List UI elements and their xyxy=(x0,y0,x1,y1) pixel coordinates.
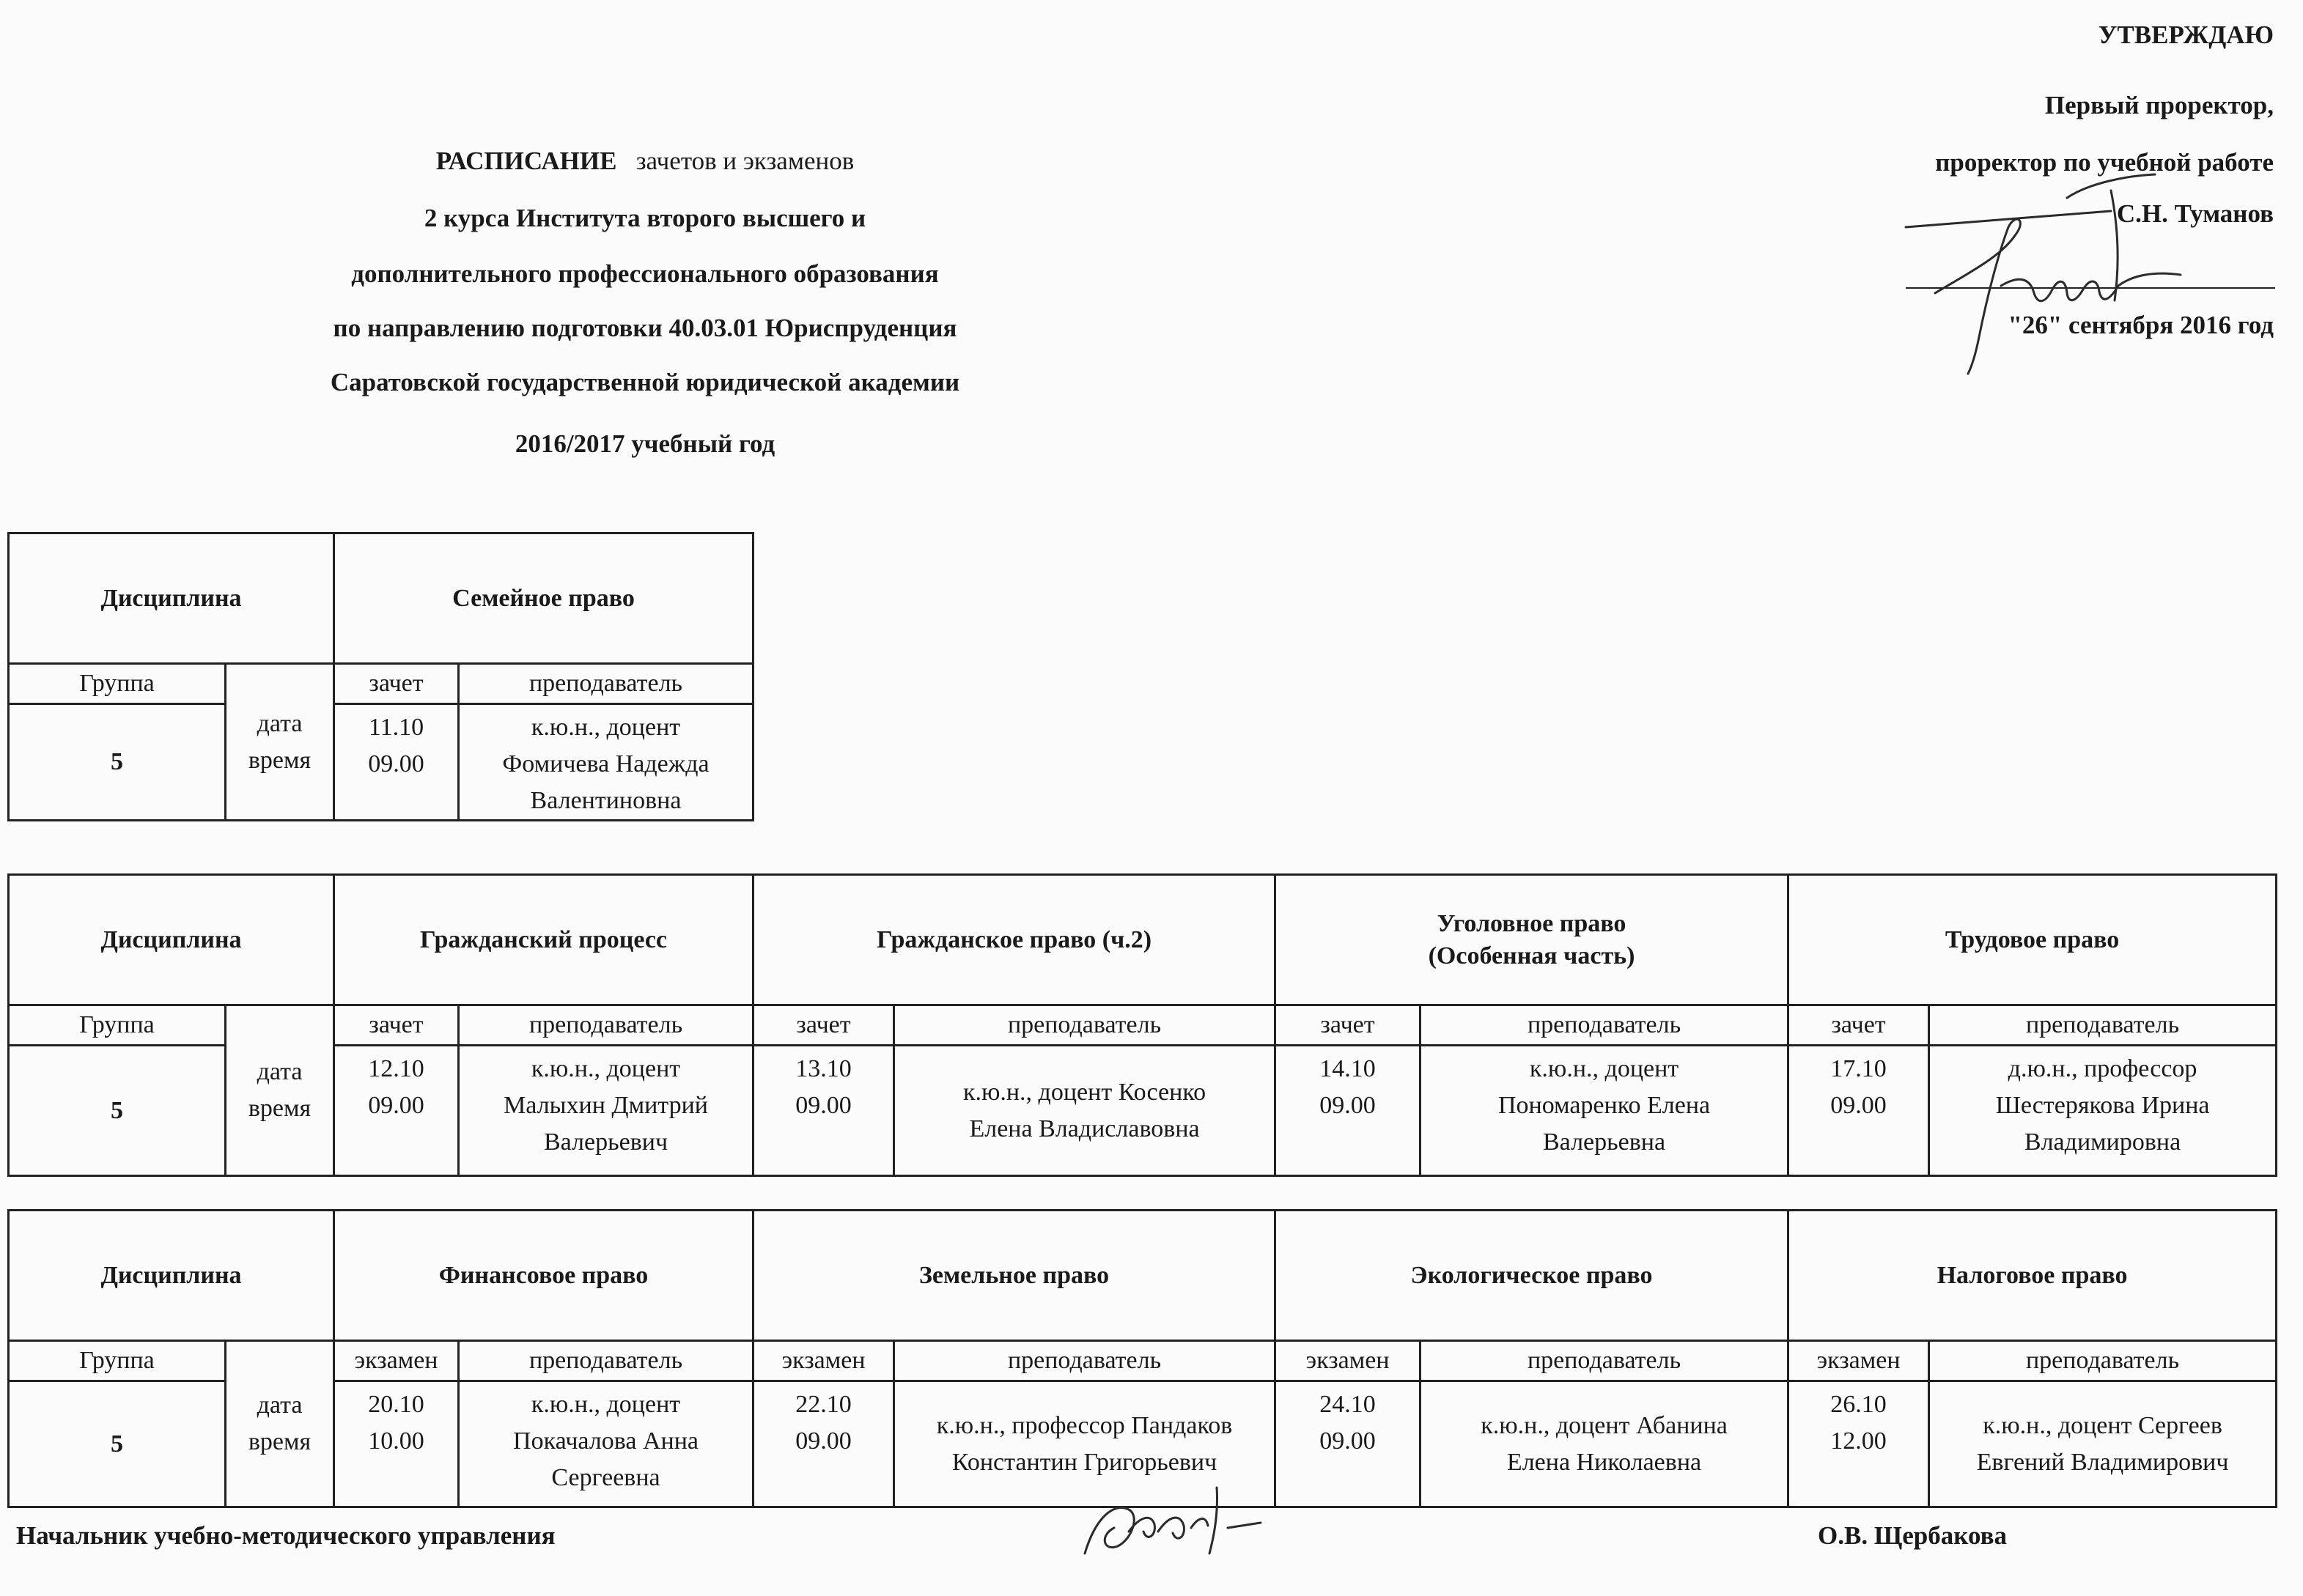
approval-heading: УТВЕРЖДАЮ xyxy=(2098,21,2274,49)
date-time-label xyxy=(226,1341,334,1507)
discipline-row xyxy=(9,875,2277,1005)
group-number: 5 xyxy=(9,1046,226,1176)
exam-date: 24.10 xyxy=(1319,1391,1376,1418)
date-time-label xyxy=(226,664,334,821)
footer-signature xyxy=(1063,1458,1268,1575)
time-label: время xyxy=(248,746,312,774)
discipline-header: Дисциплина xyxy=(9,533,334,664)
date-label: дата xyxy=(257,1392,303,1419)
teacher-line-3: Сергеевна xyxy=(551,1464,660,1491)
teacher-cell xyxy=(1929,1381,2277,1507)
exam-date: 13.10 xyxy=(795,1055,852,1082)
date-time-cell xyxy=(1788,1046,1929,1176)
date-time-cell xyxy=(1275,1046,1421,1176)
teacher-line-1: д.ю.н., профессор xyxy=(2008,1055,2197,1082)
subject-name: Трудовое право xyxy=(1788,875,2277,1005)
subject-name xyxy=(1275,875,1788,1005)
discipline-row xyxy=(9,533,753,664)
schedule-table-1 xyxy=(7,532,754,821)
subject-name: Экологическое право xyxy=(1275,1211,1788,1341)
teacher-header: преподаватель xyxy=(1421,1341,1788,1381)
assessment-kind: экзамен xyxy=(1788,1341,1929,1381)
title-line-5: Саратовской государственной юридической академии xyxy=(330,368,960,396)
teacher-line-3: Владимировна xyxy=(2024,1128,2181,1156)
document-title xyxy=(220,147,1070,176)
assessment-kind: зачет xyxy=(753,1005,894,1046)
subject-name-line-2: (Особенная часть) xyxy=(1428,942,1635,969)
exam-date: 26.10 xyxy=(1830,1391,1887,1418)
assessment-kind: зачет xyxy=(334,664,459,704)
assessment-kind: зачет xyxy=(1788,1005,1929,1046)
group-number: 5 xyxy=(9,1381,226,1507)
exam-time: 09.00 xyxy=(368,1092,424,1119)
assessment-kind: зачет xyxy=(334,1005,459,1046)
approval-position-2: проректор по учебной работе xyxy=(1935,148,2274,177)
teacher-line-3: Валерьевич xyxy=(543,1128,668,1156)
teacher-line-1: к.ю.н., профессор Пандаков xyxy=(936,1411,1233,1439)
teacher-line-1: к.ю.н., доцент xyxy=(531,714,681,741)
exam-date: 11.10 xyxy=(368,714,424,741)
exam-date: 20.10 xyxy=(368,1391,424,1418)
teacher-line-1: к.ю.н., доцент Абанина xyxy=(1481,1411,1728,1439)
teacher-header: преподаватель xyxy=(459,1341,753,1381)
subject-name: Налоговое право xyxy=(1788,1211,2277,1341)
exam-time: 09.00 xyxy=(368,750,424,777)
teacher-header: преподаватель xyxy=(459,1005,753,1046)
exam-date: 14.10 xyxy=(1319,1055,1376,1082)
teacher-cell xyxy=(1929,1046,2277,1176)
teacher-line-1: к.ю.н., доцент xyxy=(1529,1055,1679,1082)
teacher-line-2: Шестерякова Ирина xyxy=(1995,1092,2210,1119)
subject-name: Финансовое право xyxy=(334,1211,753,1341)
teacher-line-2: Пономаренко Елена xyxy=(1497,1092,1711,1119)
date-time-cell xyxy=(334,704,459,821)
column-header-row xyxy=(9,1341,2277,1381)
footer-position: Начальник учебно-методического управления xyxy=(16,1521,556,1550)
column-header-row xyxy=(9,1005,2277,1046)
teacher-line-3: Валерьевна xyxy=(1543,1128,1666,1156)
teacher-cell xyxy=(459,1381,753,1507)
approver-name: С.Н. Туманов xyxy=(2116,199,2274,228)
title-line-6: 2016/2017 учебный год xyxy=(515,429,775,458)
exam-time: 09.00 xyxy=(1830,1092,1887,1119)
date-time-cell xyxy=(334,1046,459,1176)
teacher-header: преподаватель xyxy=(1929,1341,2277,1381)
schedule-table-2 xyxy=(7,873,2277,1177)
exam-time: 09.00 xyxy=(795,1092,852,1119)
title-word: РАСПИСАНИЕ xyxy=(435,147,617,175)
teacher-line-2: Фомичева Надежда xyxy=(502,750,710,777)
teacher-line-2: Покачалова Анна xyxy=(513,1427,699,1455)
teacher-header: преподаватель xyxy=(894,1005,1275,1046)
group-header: Группа xyxy=(9,1005,226,1046)
subject-name: Гражданское право (ч.2) xyxy=(753,875,1275,1005)
teacher-line-1: к.ю.н., доцент xyxy=(531,1055,681,1082)
teacher-header: преподаватель xyxy=(894,1341,1275,1381)
teacher-header: преподаватель xyxy=(1929,1005,2277,1046)
discipline-header: Дисциплина xyxy=(9,875,334,1005)
date-time-cell xyxy=(334,1381,459,1507)
exam-time: 09.00 xyxy=(1319,1427,1376,1455)
exam-time: 09.00 xyxy=(1319,1092,1376,1119)
subject-name-line-1: Уголовное право xyxy=(1437,909,1626,937)
title-line-3: дополнительного профессионального образования xyxy=(351,259,939,288)
exam-date: 22.10 xyxy=(795,1391,852,1418)
teacher-cell xyxy=(1421,1046,1788,1176)
title-line-4: по направлению подготовки 40.03.01 Юриспруденция xyxy=(333,314,957,342)
date-time-cell xyxy=(1788,1381,1929,1507)
teacher-line-1: к.ю.н., доцент Сергеев xyxy=(1983,1411,2222,1439)
discipline-row xyxy=(9,1211,2277,1341)
teacher-cell xyxy=(459,1046,753,1176)
teacher-line-1: к.ю.н., доцент xyxy=(531,1391,681,1418)
schedule-row xyxy=(9,1046,2277,1176)
date-label: дата xyxy=(257,1058,303,1085)
teacher-line-2: Елена Николаевна xyxy=(1506,1448,1702,1476)
teacher-header: преподаватель xyxy=(1421,1005,1788,1046)
subject-name: Семейное право xyxy=(334,533,753,664)
exam-time: 09.00 xyxy=(795,1427,852,1455)
date-time-cell xyxy=(753,1381,894,1507)
teacher-header: преподаватель xyxy=(459,664,753,704)
group-number: 5 xyxy=(9,704,226,821)
teacher-line-2: Константин Григорьевич xyxy=(951,1448,1217,1476)
teacher-line-2: Евгений Владимирович xyxy=(1976,1448,2229,1476)
assessment-kind: экзамен xyxy=(334,1341,459,1381)
approver-signature xyxy=(1891,147,2199,381)
footer-name: О.В. Щербакова xyxy=(1818,1521,2007,1550)
subject-name: Земельное право xyxy=(753,1211,1275,1341)
exam-date: 12.10 xyxy=(368,1055,424,1082)
group-header: Группа xyxy=(9,1341,226,1381)
date-time-label xyxy=(226,1005,334,1176)
date-label: дата xyxy=(257,709,303,737)
teacher-cell xyxy=(1421,1381,1788,1507)
subject-name: Гражданский процесс xyxy=(334,875,753,1005)
date-time-cell xyxy=(753,1046,894,1176)
exam-time: 12.00 xyxy=(1830,1427,1887,1455)
column-header-row xyxy=(9,664,753,704)
time-label: время xyxy=(248,1428,312,1455)
time-label: время xyxy=(248,1095,312,1122)
date-time-cell xyxy=(1275,1381,1421,1507)
assessment-kind: экзамен xyxy=(1275,1341,1421,1381)
approval-date: "26" сентября 2016 год xyxy=(2008,311,2274,339)
teacher-cell xyxy=(894,1046,1275,1176)
teacher-line-1: к.ю.н., доцент Косенко xyxy=(962,1078,1206,1106)
teacher-line-2: Малыхин Дмитрий xyxy=(504,1092,708,1119)
schedule-row xyxy=(9,704,753,821)
assessment-kind: зачет xyxy=(1275,1005,1421,1046)
group-header: Группа xyxy=(9,664,226,704)
teacher-cell xyxy=(459,704,753,821)
exam-time: 10.00 xyxy=(368,1427,424,1455)
teacher-line-3: Валентиновна xyxy=(530,787,682,814)
assessment-kind: экзамен xyxy=(753,1341,894,1381)
approval-position-1: Первый проректор, xyxy=(2044,91,2274,119)
discipline-header: Дисциплина xyxy=(9,1211,334,1341)
exam-date: 17.10 xyxy=(1830,1055,1887,1082)
title-line-2: 2 курса Института второго высшего и xyxy=(424,204,866,232)
teacher-line-2: Елена Владиславовна xyxy=(969,1115,1200,1142)
title-rest: зачетов и экзаменов xyxy=(635,147,855,175)
